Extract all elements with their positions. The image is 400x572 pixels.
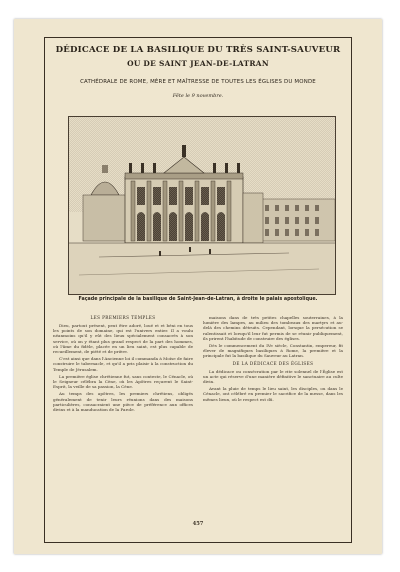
page-number: 457 — [192, 521, 204, 527]
feast-date: Fête le 9 novembre. — [172, 93, 224, 99]
paragraph: Au temps des apôtres, les premiers chrétiens, obligés généralement de tenir leurs réunions dans des maisons particulières, consacraient une pièce de préférence aux offices divins et à la manducation de la Parole. — [53, 391, 193, 413]
church-description: CATHÉDRALE DE ROME, MÈRE ET MAÎTRESSE DE TOUTES LES ÉGLISES DU MONDE — [80, 79, 316, 85]
paragraph: La dédicace ou consécration par le rite solennel de l'Église est un acte qui réserve d'une manière définitive le sanctuaire au culte divin. — [203, 368, 343, 385]
paragraph: Avant la pluie de temps le lieu saint, les disciples, ou dans le Cénacle, ont célébré en premier le sacrifice de la messe, dans les mêmes lieux, où le respect est dû. — [203, 386, 343, 402]
page-frame — [44, 37, 352, 543]
right-column — [203, 315, 343, 507]
page-title: DÉDICACE DE LA BASILIQUE DU TRÈS SAINT-SAUVEUR — [55, 45, 341, 55]
paragraph: La première église chrétienne fut, sans conteste, le Cénacle, où le Seigneur célébra la Cène, où les Apôtres reçurent le Saint-Esprit, la veille de sa passion, la Cène. — [53, 373, 193, 390]
text-columns — [53, 315, 343, 507]
left-column — [53, 315, 193, 507]
page-subtitle: OU DE SAINT JEAN-DE-LATRAN — [127, 59, 269, 68]
left-section-heading: LES PREMIERS TEMPLES — [90, 315, 156, 320]
basilica-engraving — [68, 116, 336, 295]
paragraph: C'est ainsi que dans l'Ancienne loi il commanda à Moïse de faire construire le tabernacle, et qu'il a pris plaisir à la construction du Temple de Jérusalem. — [53, 356, 193, 372]
paragraph: maisons dans de très petites chapelles souterraines, à la lumière des lampes, au milieu des tombeaux des martyrs et au-delà des chemins détruits. Cependant, lorsque la persécution se ralentissait et lorsqu'il leur fut permis de se réunir publiquement, ils prirent l'habitude de construire des églises. — [203, 315, 343, 341]
paragraph: Dès le commencement du IVe siècle, Constantin, empereur, fit élever de magnifiques basiliques à Rome, la première et la principale fut la basilique du Sauveur au Latran. — [203, 343, 343, 359]
right-section-heading: DE LA DÉDICACE DES ÉGLISES — [232, 360, 314, 366]
page-sheet — [14, 19, 382, 554]
paragraph: Dieu, partout présent, peut être adoré, loué et et béni en tous les points de son domaine, qui est l'univers entier. Il a voulu néanmoins qu'il y eût des lieux spécialement consacrés à son service, où on y étant plus grand respect de la part des hommes, où l'âme du fidèle, placée en un lieu saint, est plus capable de recueillement, de piété et de prière. — [53, 323, 193, 355]
illustration-caption: Façade principale de la basilique de Saint-Jean-de-Latran, à droite le palais apostolique. — [78, 297, 318, 302]
